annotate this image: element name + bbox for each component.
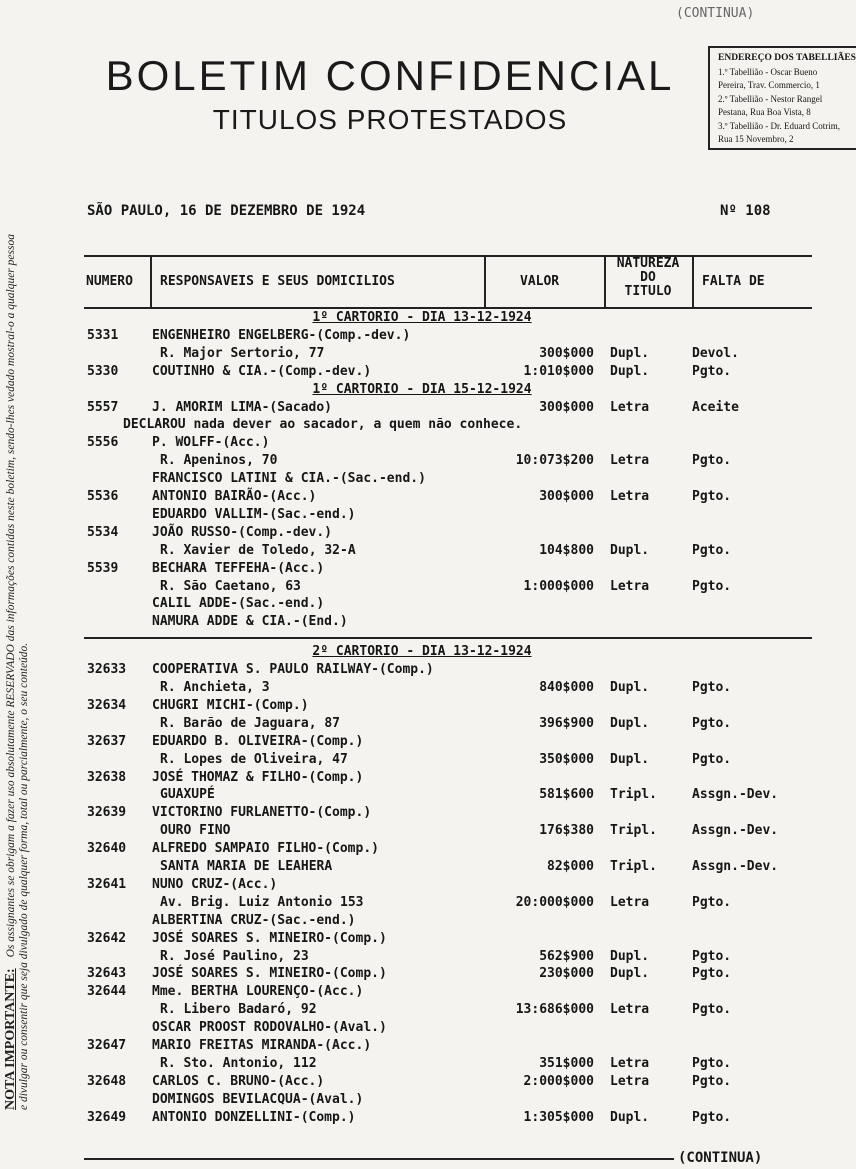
- row-nature: Letra: [610, 399, 650, 415]
- table-row: [0, 698, 856, 716]
- row-nature: Letra: [610, 489, 650, 504]
- row-nature: Dupl.: [610, 345, 650, 361]
- row-number: 32647: [87, 1038, 127, 1053]
- table-row: [0, 949, 856, 967]
- row-responsible: ANTONIO DONZELLINI-(Comp.): [152, 1109, 356, 1125]
- row-number: 32637: [87, 733, 127, 749]
- row-number: 5557: [87, 399, 119, 415]
- table-row: [0, 662, 856, 680]
- side-note-text: Os assignantes se obrigam a fazer uso absolutamente RESERVADO das informações contidas neste boletim, sendo-lhes vedado mostral-o a qualquer pessoa e divulgar ou consentir que seja divulgado de qualquer forma, total ou parcialmente, o seu conteúdo.: [5, 234, 30, 1110]
- row-value: 1:000$000: [523, 578, 594, 594]
- row-reason: Pgto.: [692, 578, 732, 594]
- row-nature: Tripl.: [610, 859, 657, 874]
- address-heading: ENDEREÇO DOS TABELLIÃES: [718, 53, 856, 63]
- section-heading: [0, 644, 856, 662]
- row-reason: Assgn.-Dev.: [692, 787, 779, 803]
- row-responsible: R. Sto. Antonio, 112: [160, 1055, 317, 1071]
- address-line: Pestana, Rua Boa Vista, 8: [718, 107, 811, 117]
- row-reason: Pgto.: [692, 1055, 732, 1071]
- header-natureza: [605, 257, 691, 299]
- address-line: Rua 15 Novembro, 2: [718, 134, 794, 144]
- table-row: [0, 787, 856, 805]
- row-responsible: R. José Paulino, 23: [160, 948, 309, 964]
- row-value: 840$000: [539, 680, 594, 695]
- row-reason: Pgto.: [692, 680, 732, 695]
- table-row: [0, 859, 856, 877]
- table-row: [0, 770, 856, 788]
- table-row: [0, 489, 856, 507]
- row-number: 32634: [87, 697, 127, 713]
- row-reason: Pgto.: [692, 489, 732, 504]
- table-row: [0, 984, 856, 1002]
- table-row: [0, 716, 856, 734]
- header-responsaveis: RESPONSAVEIS E SEUS DOMICILIOS: [160, 274, 395, 289]
- section-heading-text: 1º CARTORIO - DIA 15-12-1924: [312, 381, 532, 397]
- row-nature: Letra: [610, 1055, 650, 1071]
- table-row: [0, 525, 856, 543]
- row-number: 32639: [87, 805, 127, 821]
- bottom-stamp: (CONTINUA): [678, 1150, 763, 1166]
- row-number: 5330: [87, 363, 119, 379]
- row-nature: Letra: [610, 894, 650, 910]
- row-reason: Pgto.: [692, 966, 732, 982]
- row-number: 32644: [87, 984, 127, 1000]
- bottom-rule: [84, 1158, 674, 1160]
- row-nature: Dupl.: [610, 1109, 650, 1125]
- row-responsible: R. Lopes de Oliveira, 47: [160, 751, 348, 767]
- table-row: [0, 507, 856, 525]
- row-value: 351$000: [539, 1055, 594, 1071]
- row-value: 104$800: [539, 542, 594, 558]
- row-number: 5536: [87, 489, 119, 504]
- address-line: 3.º Tabellião - Dr. Eduard Cotrim,: [718, 120, 840, 131]
- row-responsible: ENGENHEIRO ENGELBERG-(Comp.-dev.): [152, 327, 411, 343]
- row-responsible: OURO FINO: [160, 823, 231, 839]
- table-row: [0, 680, 856, 698]
- row-value: 300$000: [539, 345, 594, 361]
- row-responsible: R. Apeninos, 70: [160, 453, 278, 469]
- address-line: 2.º Tabellião - Nestor Rangel: [718, 93, 823, 104]
- row-responsible: Mme. BERTHA LOURENÇO-(Acc.): [152, 984, 364, 1000]
- row-responsible: FRANCISCO LATINI & CIA.-(Sac.-end.): [152, 471, 426, 487]
- row-value: 13:686$000: [515, 1002, 594, 1018]
- row-responsible: NUNO CRUZ-(Acc.): [152, 876, 278, 892]
- row-responsible: EDUARDO VALLIM-(Sac.-end.): [152, 506, 356, 522]
- table-row: [0, 841, 856, 859]
- document-number: Nº 108: [720, 203, 771, 219]
- row-number: 32648: [87, 1073, 127, 1089]
- row-value: 176$380: [539, 823, 594, 839]
- table-row: [0, 1110, 856, 1128]
- table-row: [0, 1056, 856, 1074]
- row-value: 396$900: [539, 715, 594, 731]
- top-stamp: (CONTINUA): [676, 6, 755, 21]
- row-responsible: CALIL ADDE-(Sac.-end.): [152, 596, 325, 612]
- table-row: [0, 1038, 856, 1056]
- table-row: [0, 561, 856, 579]
- table-row: [0, 1020, 856, 1038]
- table-row: [0, 734, 856, 752]
- row-nature: Letra: [610, 453, 650, 469]
- table-row: [0, 328, 856, 346]
- header-numero: NUMERO: [86, 274, 133, 289]
- row-responsible: ALFREDO SAMPAIO FILHO-(Comp.): [152, 841, 379, 857]
- row-number: 5556: [87, 435, 119, 451]
- row-responsible: DOMINGOS BEVILACQUA-(Aval.): [152, 1091, 364, 1107]
- row-responsible: CHUGRI MICHI-(Comp.): [152, 697, 309, 713]
- row-responsible: COOPERATIVA S. PAULO RAILWAY-(Comp.): [152, 662, 434, 678]
- row-number: 32643: [87, 966, 127, 982]
- row-responsible: GUAXUPÉ: [160, 787, 215, 803]
- row-value: 562$900: [539, 948, 594, 964]
- row-number: 32640: [87, 841, 127, 857]
- header-valor: VALOR: [520, 274, 560, 289]
- section-heading: [0, 382, 856, 400]
- row-value: 230$000: [539, 966, 594, 982]
- table-row: [0, 346, 856, 364]
- row-number: 5534: [87, 524, 119, 540]
- table-row: [0, 1002, 856, 1020]
- row-value: 2:000$000: [523, 1073, 594, 1089]
- row-nature: Tripl.: [610, 823, 657, 839]
- header-rule-top: [84, 255, 812, 257]
- bulletin-subtitle: TITULOS PROTESTADOS: [212, 104, 568, 135]
- row-responsible: OSCAR PROOST RODOVALHO-(Aval.): [152, 1020, 387, 1036]
- row-value: 20:000$000: [515, 894, 594, 910]
- row-reason: Assgn.-Dev.: [692, 823, 779, 839]
- row-responsible: R. Xavier de Toledo, 32-A: [160, 542, 356, 558]
- row-reason: Devol.: [692, 345, 739, 361]
- row-nature: Tripl.: [610, 787, 657, 803]
- table-row: [0, 435, 856, 453]
- header-natureza-line: TITULO: [624, 284, 672, 299]
- table-row: [0, 752, 856, 770]
- row-value: 10:073$200: [515, 453, 594, 469]
- row-number: 5331: [87, 327, 119, 343]
- table-row: [0, 895, 856, 913]
- row-value: 1:010$000: [523, 363, 594, 379]
- column-divider: [692, 257, 694, 307]
- bulletin-title: BOLETIM CONFIDENCIAL: [105, 52, 675, 99]
- row-nature: Letra: [610, 578, 650, 594]
- table-row: [0, 823, 856, 841]
- row-value: 82$000: [547, 859, 594, 874]
- row-responsible: R. São Caetano, 63: [160, 578, 301, 594]
- row-nature: Dupl.: [610, 680, 650, 695]
- row-responsible: MARIO FREITAS MIRANDA-(Acc.): [152, 1038, 372, 1053]
- row-reason: Aceite: [692, 399, 739, 415]
- table-row: [0, 877, 856, 895]
- header-falta: FALTA DE: [702, 274, 765, 289]
- row-reason: Pgto.: [692, 1109, 732, 1125]
- row-responsible: COUTINHO & CIA.-(Comp.-dev.): [152, 363, 372, 379]
- row-reason: Pgto.: [692, 453, 732, 469]
- table-row: [0, 1074, 856, 1092]
- row-nature: Dupl.: [610, 542, 650, 558]
- row-number: 32649: [87, 1109, 127, 1125]
- row-responsible: Av. Brig. Luiz Antonio 153: [160, 894, 364, 910]
- declaration-text: DECLAROU nada dever ao sacador, a quem não conhece.: [123, 417, 523, 433]
- address-line: 1.º Tabellião - Oscar Bueno: [718, 66, 818, 77]
- row-reason: Pgto.: [692, 542, 732, 558]
- row-reason: Pgto.: [692, 894, 732, 910]
- row-responsible: J. AMORIM LIMA-(Sacado): [152, 399, 333, 415]
- row-responsible: ANTONIO BAIRÃO-(Acc.): [152, 489, 317, 504]
- row-responsible: SANTA MARIA DE LEAHERA: [160, 859, 333, 874]
- table-row: [0, 931, 856, 949]
- row-value: 300$000: [539, 399, 594, 415]
- row-reason: Pgto.: [692, 751, 732, 767]
- row-reason: Pgto.: [692, 1073, 732, 1089]
- row-responsible: ALBERTINA CRUZ-(Sac.-end.): [152, 912, 356, 928]
- row-number: 5539: [87, 560, 119, 576]
- row-responsible: VICTORINO FURLANETTO-(Comp.): [152, 805, 372, 821]
- address-line: Pereira, Trav. Commercio, 1: [718, 80, 820, 90]
- row-reason: Pgto.: [692, 1002, 732, 1018]
- row-responsible: EDUARDO B. OLIVEIRA-(Comp.): [152, 733, 364, 749]
- row-responsible: NAMURA ADDE & CIA.-(End.): [152, 614, 348, 630]
- table-row: [0, 805, 856, 823]
- row-reason: Pgto.: [692, 948, 732, 964]
- row-responsible: CARLOS C. BRUNO-(Acc.): [152, 1073, 325, 1089]
- row-responsible: R. Major Sertorio, 77: [160, 345, 325, 361]
- table-row: [0, 614, 856, 632]
- section-heading-text: 1º CARTORIO - DIA 13-12-1924: [312, 310, 532, 325]
- row-responsible: P. WOLFF-(Acc.): [152, 435, 270, 451]
- table-row: [0, 1092, 856, 1110]
- row-number: 32638: [87, 769, 127, 785]
- row-reason: Pgto.: [692, 715, 732, 731]
- row-nature: Dupl.: [610, 751, 650, 767]
- row-responsible: JOÃO RUSSO-(Comp.-dev.): [152, 524, 333, 540]
- column-divider: [484, 257, 486, 307]
- row-responsible: JOSÉ THOMAZ & FILHO-(Comp.): [152, 769, 364, 785]
- table-row: [0, 579, 856, 597]
- row-responsible: BECHARA TEFFEHA-(Acc.): [152, 560, 325, 576]
- section-rule: [84, 637, 812, 639]
- row-value: 581$600: [539, 787, 594, 803]
- table-row: [0, 364, 856, 382]
- row-responsible: JOSÉ SOARES S. MINEIRO-(Comp.): [152, 966, 387, 982]
- table-row: [0, 596, 856, 614]
- table-row: [0, 400, 856, 418]
- row-responsible: R. Anchieta, 3: [160, 680, 270, 695]
- column-divider: [150, 257, 152, 307]
- table-row: [0, 966, 856, 984]
- header-natureza-line: DO: [640, 270, 656, 285]
- row-responsible: R. Libero Badaró, 92: [160, 1002, 317, 1018]
- table-row: [0, 453, 856, 471]
- row-nature: Dupl.: [610, 363, 650, 379]
- row-responsible: R. Barão de Jaguara, 87: [160, 715, 341, 731]
- row-reason: Pgto.: [692, 363, 732, 379]
- section-heading: [0, 310, 856, 328]
- table-row: [0, 913, 856, 931]
- row-number: 32633: [87, 662, 127, 678]
- section-heading-text: 2º CARTORIO - DIA 13-12-1924: [312, 644, 532, 660]
- row-value: 300$000: [539, 489, 594, 504]
- dateline: SÃO PAULO, 16 DE DEZEMBRO DE 1924: [87, 203, 366, 219]
- notary-address-box: [708, 46, 856, 150]
- row-nature: Letra: [610, 1073, 650, 1089]
- row-nature: Letra: [610, 1002, 650, 1018]
- header-natureza-line: NATUREZA: [616, 256, 680, 271]
- row-number: 32642: [87, 930, 127, 946]
- row-responsible: JOSÉ SOARES S. MINEIRO-(Comp.): [152, 930, 387, 946]
- table-row: [0, 471, 856, 489]
- row-reason: Assgn.-Dev.: [692, 859, 779, 874]
- row-value: 350$000: [539, 751, 594, 767]
- row-nature: Dupl.: [610, 948, 650, 964]
- declaration-note: [0, 417, 856, 435]
- side-note-label: NOTA IMPORTANTE:: [3, 968, 18, 1110]
- table-row: [0, 543, 856, 561]
- row-value: 1:305$000: [523, 1109, 594, 1125]
- row-nature: Dupl.: [610, 966, 650, 982]
- row-nature: Dupl.: [610, 715, 650, 731]
- header-rule-bottom: [84, 307, 812, 309]
- row-number: 32641: [87, 876, 127, 892]
